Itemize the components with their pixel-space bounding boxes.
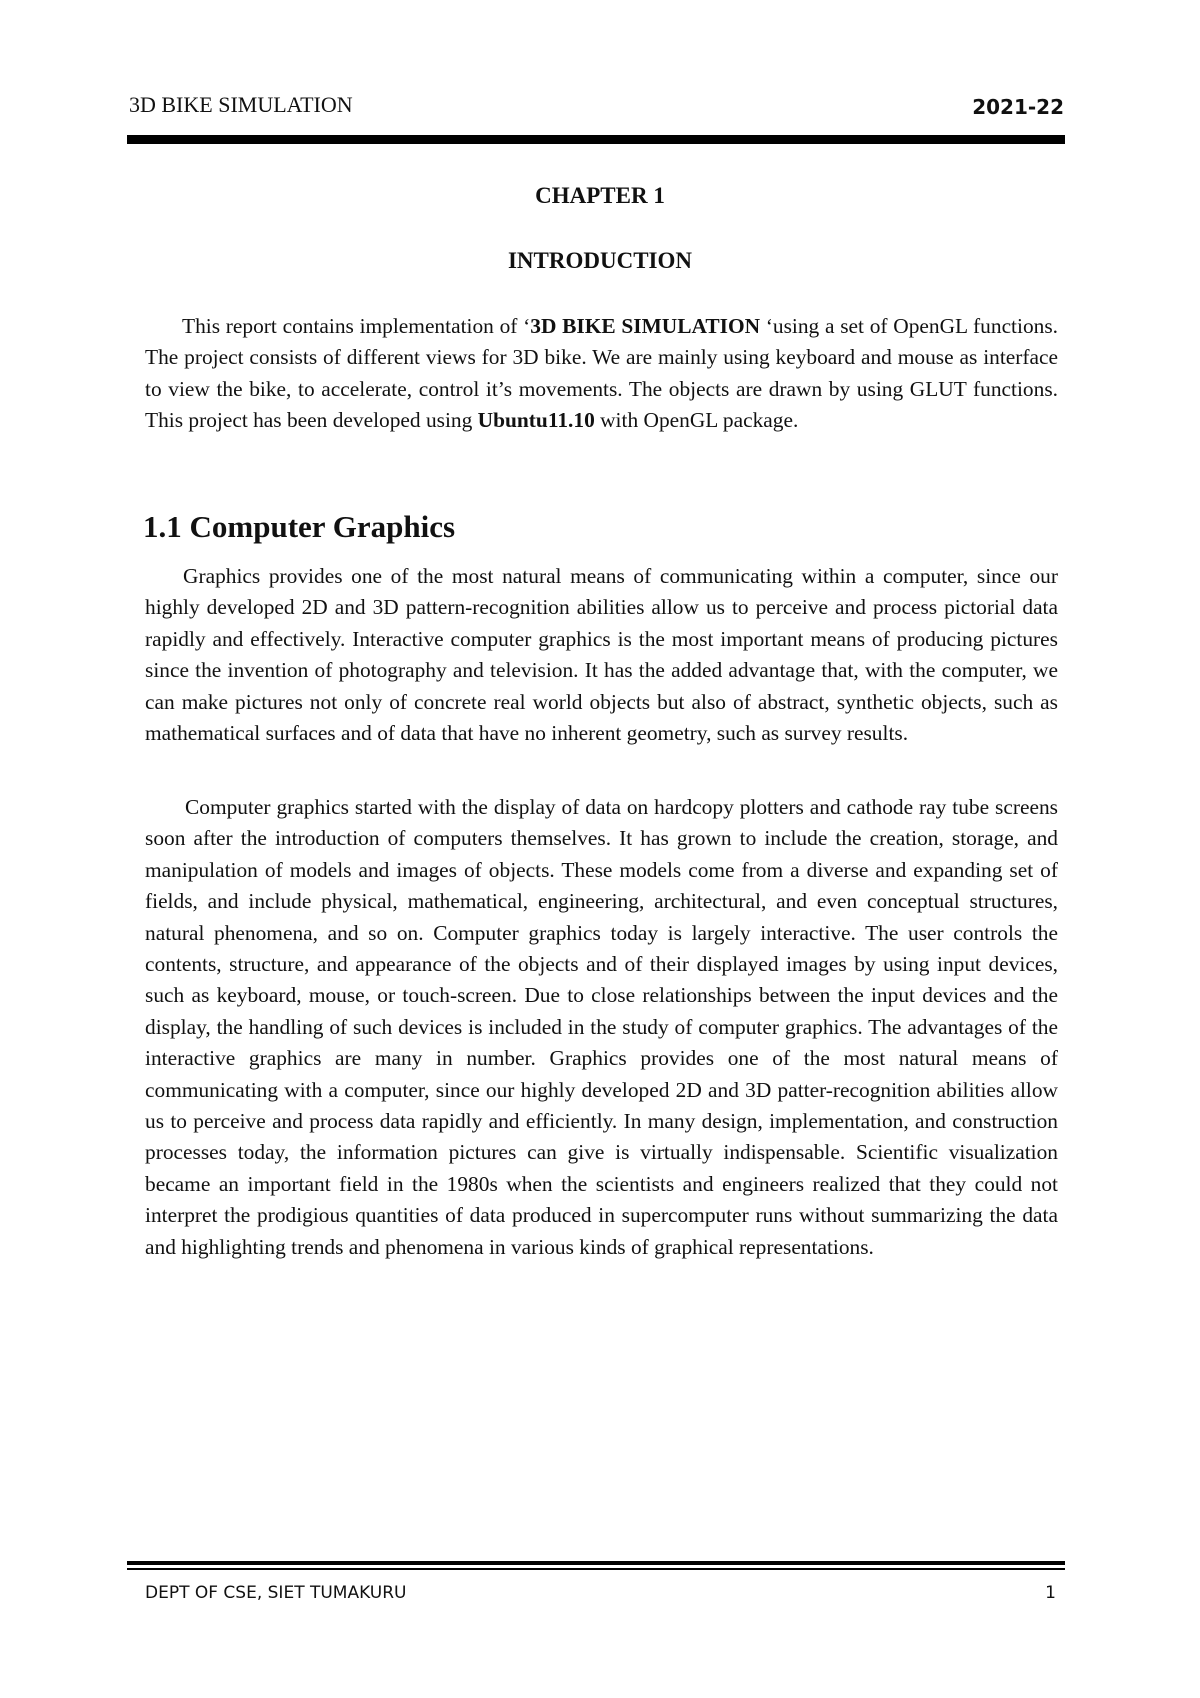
- header-year: 2021-22: [972, 95, 1064, 119]
- section-heading: 1.1 Computer Graphics: [143, 509, 456, 544]
- intro-os-name: Ubuntu11.10: [477, 408, 595, 433]
- intro-paragraph: [145, 311, 1058, 437]
- chapter-number: CHAPTER 1: [535, 183, 665, 208]
- section-paragraph-1: Graphics provides one of the most natural means of communicating within a computer, since our highly developed 2D and 3D pattern-recognition abilities allow us to perceive and process pictorial data rapidly and effectively. Interactive computer graphics is the most important means of producing pictures since the invention of photography and television. It has the added advantage that, with the computer, we can make pictures not only of concrete real world objects but also of abstract, synthetic objects, such as mathematical surfaces and of data that have no inherent geometry, such as survey results.: [145, 564, 1058, 746]
- footer-page-number: 1: [1045, 1583, 1056, 1603]
- section-paragraph-2: Computer graphics started with the display of data on hardcopy plotters and cathode ray tube screens soon after the introduction of computers themselves. It has grown to include the creation, storage, and manipulation of models and images of objects. These models come from a diverse and expanding set of fields, and include physical, mathematical, engineering, architectural, and even conceptual structures, natural phenomena, and so on. Computer graphics today is largely interactive. The user controls the contents, structure, and appearance of the objects and of their displayed images by using input devices, such as keyboard, mouse, or touch-screen. Due to close relationships between the input devices and the display, the handling of such devices is included in the study of computer graphics. The advantages of the interactive graphics are many in number. Graphics provides one of the most natural means of communicating with a computer, since our highly developed 2D and 3D patter-recognition abilities allow us to perceive and process data rapidly and efficiently. In many design, implementation, and construction processes today, the information pictures can give is virtually indispensable. Scientific visualization became an important field in the 1980s when the scientists and engineers realized that they could not interpret the prodigious quantities of data produced in supercomputer runs without summarizing the data and highlighting trends and phenomena in various kinds of graphical representations.: [145, 795, 1058, 1259]
- intro-text-2: ‘using a set of OpenGL functions. The project consists of different views for 3D bike. We are mainly using keyboard and mouse as interface to view the bike, to accelerate, control it’s movements. The objects are drawn by using GLUT functions. This project has been developed using: [145, 314, 1059, 433]
- chapter-title: INTRODUCTION: [507, 248, 693, 273]
- header-title: 3D BIKE SIMULATION: [129, 92, 353, 117]
- intro-text-3: with OpenGL package.: [594, 408, 799, 433]
- footer-rule-thick: [127, 1561, 1065, 1565]
- footer-department: DEPT OF CSE, SIET TUMAKURU: [145, 1583, 407, 1603]
- intro-text-1: This report contains implementation of ‘: [182, 314, 531, 338]
- footer-rule-thin: [127, 1568, 1065, 1570]
- intro-project-name: 3D BIKE SIMULATION: [530, 314, 761, 338]
- header-rule: [127, 135, 1065, 144]
